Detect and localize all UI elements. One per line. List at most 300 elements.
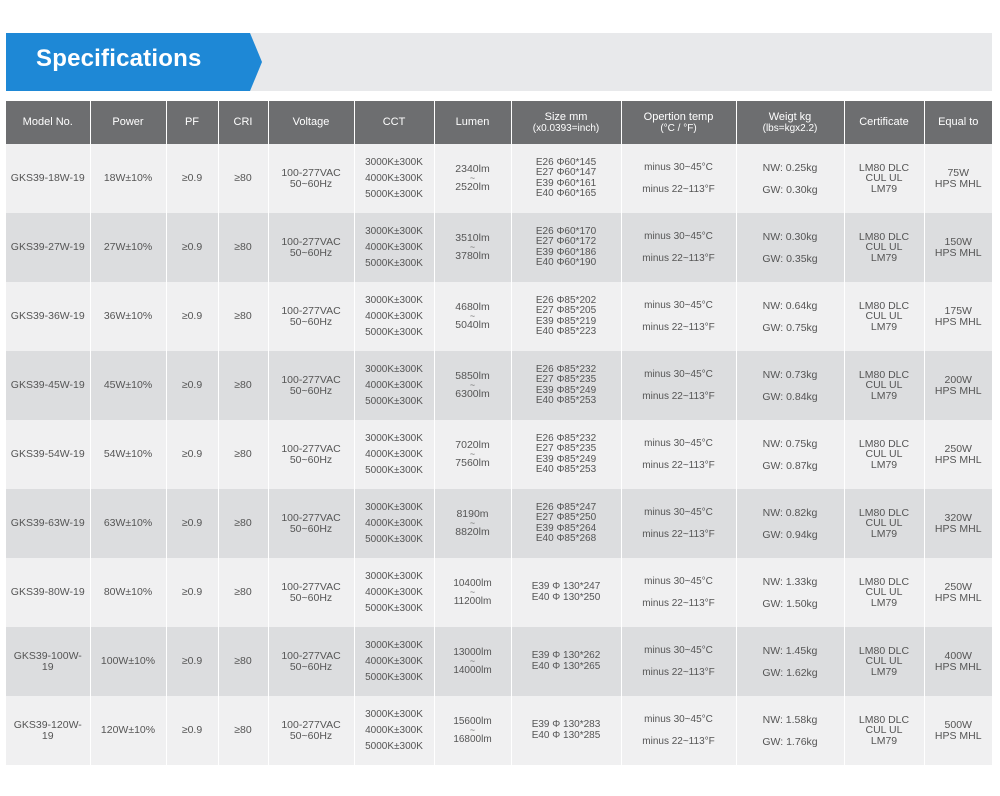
cell-lumen-line: ~ [469, 242, 476, 252]
cell-equal-to-line: 75W [947, 167, 970, 179]
cell-size-line: E40 Φ85*253 [535, 395, 597, 406]
cell-size-line: E40 Φ60*165 [535, 188, 597, 199]
cell-size-line: E39 Φ 130*247 [531, 581, 601, 592]
cell-lumen-line: 4680lm [455, 301, 490, 313]
cell-cct-line: 5000K±300K [365, 533, 423, 545]
cell-lumen [434, 282, 511, 351]
cell-lumen [434, 213, 511, 282]
cell-temp-line: minus 30~45°C [644, 713, 713, 725]
cell-cri: ≥80 [218, 213, 268, 282]
cell-cct-line: 3000K±300K [365, 294, 423, 306]
cell-lumen-line: 8190m [456, 508, 489, 520]
cell-voltage-line: 50~60Hz [289, 729, 333, 742]
cell-equal-to [924, 213, 992, 282]
column-header-text: Model No. [22, 116, 73, 128]
column-header-pf [166, 101, 218, 144]
column-header-text: CRI [233, 116, 253, 128]
cell-temp-line: minus 22~113°F [642, 735, 715, 747]
cell-cct-line: 5000K±300K [365, 602, 423, 614]
table-body [6, 144, 992, 765]
cell-cct-line: 4000K±300K [365, 379, 423, 391]
cell-size-line: E40 Φ85*268 [535, 533, 597, 544]
cell-voltage [268, 420, 354, 489]
cell-pf: ≥0.9 [166, 420, 218, 489]
cell-certificate-line: LM79 [870, 734, 898, 747]
column-header-text: CCT [382, 116, 406, 128]
cell-certificate [844, 144, 924, 213]
cell-temp-line: minus 22~113°F [642, 183, 715, 195]
column-header-cert [844, 101, 924, 144]
cell-temp [621, 282, 736, 351]
cell-equal-to-line: 175W [944, 305, 972, 317]
column-header-text: Weigt kg [768, 110, 812, 123]
cell-pf: ≥0.9 [166, 282, 218, 351]
column-header-text: Lumen [455, 116, 490, 128]
cell-size [511, 144, 621, 213]
table-row [6, 696, 992, 765]
cell-equal-to-line: HPS MHL [934, 453, 982, 466]
cell-lumen-line: 5850lm [455, 370, 490, 382]
cell-size-line: E26 Φ60*145 [535, 156, 597, 168]
cell-weight [736, 351, 844, 420]
cell-equal-to [924, 144, 992, 213]
cell-lumen-line: ~ [469, 311, 476, 321]
cell-weight-line: NW: 1.58kg [762, 713, 818, 726]
cell-size-line: E27 Φ85*250 [535, 512, 597, 523]
cell-lumen-line: 2520lm [455, 181, 490, 193]
cell-voltage [268, 627, 354, 696]
cell-size-line: E39 Φ85*249 [535, 384, 597, 396]
cell-weight-line: GW: 0.75kg [762, 321, 818, 334]
cell-weight-line: GW: 0.87kg [762, 459, 818, 472]
cell-cct [354, 144, 434, 213]
cell-lumen-line: 15600lm [453, 716, 492, 727]
cell-temp-line: minus 22~113°F [642, 390, 715, 402]
column-header-text: Certificate [859, 116, 909, 128]
cell-model: GKS39-36W-19 [6, 282, 90, 351]
cell-voltage-line: 100-277VAC [281, 580, 341, 593]
cell-certificate [844, 351, 924, 420]
cell-weight-line: GW: 1.76kg [762, 735, 818, 748]
cell-size-line: E40 Φ 130*250 [531, 591, 601, 603]
cell-lumen-line: ~ [469, 587, 476, 597]
cell-lumen-line: 13000lm [453, 647, 492, 658]
cell-temp-line: minus 30~45°C [644, 644, 713, 656]
cell-cct-line: 4000K±300K [365, 172, 423, 184]
cell-voltage-line: 100-277VAC [281, 373, 341, 386]
column-header-text: Voltage [292, 116, 330, 128]
cell-cri: ≥80 [218, 351, 268, 420]
cell-equal-to [924, 489, 992, 558]
cell-voltage [268, 558, 354, 627]
cell-size [511, 489, 621, 558]
cell-size-line: E40 Φ85*253 [535, 464, 597, 475]
cell-cct [354, 489, 434, 558]
cell-cct-line: 3000K±300K [365, 501, 423, 513]
table-row [6, 627, 992, 696]
cell-equal-to-line: 400W [944, 650, 972, 662]
cell-weight [736, 489, 844, 558]
cell-certificate-line: LM79 [870, 389, 898, 402]
cell-size-line: E26 Φ60*170 [535, 225, 597, 237]
cell-size [511, 627, 621, 696]
cell-weight [736, 144, 844, 213]
cell-cct-line: 5000K±300K [365, 188, 423, 200]
cell-cri: ≥80 [218, 282, 268, 351]
cell-equal-to [924, 282, 992, 351]
cell-temp-line: minus 22~113°F [642, 528, 715, 540]
cell-voltage-line: 50~60Hz [289, 315, 333, 328]
cell-temp-line: minus 22~113°F [642, 666, 715, 678]
cell-cct [354, 351, 434, 420]
cell-weight-line: NW: 0.73kg [762, 368, 818, 381]
column-header-text: (x0.0393=inch) [532, 122, 600, 134]
cell-voltage [268, 489, 354, 558]
cell-temp-line: minus 30~45°C [644, 230, 713, 242]
column-header-text: (°C / °F) [660, 122, 697, 134]
cell-certificate [844, 696, 924, 765]
cell-lumen-line: 11200lm [453, 596, 492, 607]
cell-weight-line: GW: 0.30kg [762, 183, 818, 196]
cell-cct [354, 282, 434, 351]
cell-power: 54W±10% [90, 420, 166, 489]
cell-certificate-line: CUL UL [865, 586, 903, 599]
cell-voltage-line: 100-277VAC [281, 235, 341, 248]
cell-size-line: E40 Φ 130*265 [531, 660, 601, 672]
cell-size-line: E39 Φ60*186 [535, 246, 597, 258]
cell-power: 27W±10% [90, 213, 166, 282]
cell-certificate [844, 282, 924, 351]
cell-cct [354, 420, 434, 489]
cell-lumen-line: ~ [469, 449, 476, 459]
cell-lumen [434, 351, 511, 420]
cell-equal-to [924, 420, 992, 489]
cell-certificate-line: LM80 DLC [858, 161, 910, 174]
cell-size [511, 282, 621, 351]
column-header-temp [621, 101, 736, 144]
cell-pf: ≥0.9 [166, 213, 218, 282]
cell-weight-line: NW: 1.45kg [762, 644, 818, 657]
cell-certificate-line: LM80 DLC [858, 437, 910, 450]
cell-certificate-line: LM80 DLC [858, 506, 910, 519]
cell-size [511, 696, 621, 765]
cell-temp-line: minus 30~45°C [644, 506, 713, 518]
cell-power: 45W±10% [90, 351, 166, 420]
cell-certificate [844, 489, 924, 558]
cell-equal-to-line: HPS MHL [934, 591, 982, 604]
cell-size-line: E26 Φ85*247 [535, 501, 597, 513]
cell-temp [621, 420, 736, 489]
cell-equal-to-line: HPS MHL [934, 729, 982, 742]
cell-voltage [268, 213, 354, 282]
cell-weight-line: NW: 0.75kg [762, 437, 818, 450]
table-row [6, 213, 992, 282]
cell-voltage [268, 144, 354, 213]
cell-weight-line: NW: 0.25kg [762, 161, 818, 174]
cell-cct-line: 5000K±300K [365, 671, 423, 683]
column-header-power [90, 101, 166, 144]
cell-weight [736, 213, 844, 282]
cell-lumen-line: 7020lm [455, 439, 490, 451]
cell-cct [354, 627, 434, 696]
cell-equal-to-line: HPS MHL [934, 177, 982, 190]
cell-size-line: E39 Φ 130*262 [531, 650, 601, 661]
cell-size [511, 213, 621, 282]
cell-size-line: E27 Φ85*235 [535, 443, 597, 454]
column-header-cri [218, 101, 268, 144]
cell-voltage-line: 50~60Hz [289, 660, 333, 673]
cell-certificate-line: CUL UL [865, 379, 903, 392]
column-header-text: Size mm [544, 110, 588, 123]
cell-voltage-line: 50~60Hz [289, 177, 333, 190]
column-header-cct [354, 101, 434, 144]
cell-certificate-line: LM80 DLC [858, 644, 910, 657]
cell-temp [621, 144, 736, 213]
cell-model: GKS39-120W-19 [6, 696, 90, 765]
column-header-equal [924, 101, 992, 144]
title-badge [6, 33, 260, 91]
cell-cri: ≥80 [218, 627, 268, 696]
cell-lumen [434, 558, 511, 627]
cell-temp-line: minus 30~45°C [644, 437, 713, 449]
cell-voltage-line: 100-277VAC [281, 511, 341, 524]
cell-certificate-line: CUL UL [865, 655, 903, 668]
cell-model: GKS39-45W-19 [6, 351, 90, 420]
cell-size-line: E26 Φ85*232 [535, 432, 597, 444]
cell-temp [621, 489, 736, 558]
cell-temp [621, 213, 736, 282]
table-row [6, 351, 992, 420]
cell-equal-to-line: 250W [944, 581, 972, 593]
cell-weight-line: NW: 0.30kg [762, 230, 818, 243]
cell-lumen-line: ~ [469, 380, 476, 390]
cell-temp-line: minus 22~113°F [642, 459, 715, 471]
cell-size-line: E39 Φ 130*283 [531, 719, 601, 730]
cell-lumen-line: ~ [469, 173, 476, 183]
table-row [6, 420, 992, 489]
cell-temp-line: minus 22~113°F [642, 597, 715, 609]
cell-equal-to [924, 627, 992, 696]
cell-equal-to-line: HPS MHL [934, 315, 982, 328]
cell-pf: ≥0.9 [166, 696, 218, 765]
cell-voltage [268, 351, 354, 420]
cell-model: GKS39-80W-19 [6, 558, 90, 627]
column-header-text: Opertion temp [643, 110, 714, 123]
cell-certificate-line: CUL UL [865, 241, 903, 254]
column-header-text: Equal to [938, 116, 979, 128]
column-header-model [6, 101, 90, 144]
cell-lumen [434, 420, 511, 489]
column-header-weight [736, 101, 844, 144]
cell-voltage-line: 100-277VAC [281, 304, 341, 317]
cell-lumen-line: 8820lm [455, 526, 490, 538]
cell-size-line: E40 Φ60*190 [535, 257, 597, 268]
cell-size-line: E27 Φ60*172 [535, 236, 597, 247]
cell-certificate-line: LM79 [870, 527, 898, 540]
cell-cri: ≥80 [218, 696, 268, 765]
cell-lumen-line: 5040lm [455, 319, 490, 331]
column-header-lumen [434, 101, 511, 144]
cell-certificate-line: LM80 DLC [858, 368, 910, 381]
cell-size-line: E27 Φ85*235 [535, 374, 597, 385]
cell-voltage-line: 100-277VAC [281, 718, 341, 731]
cell-weight [736, 420, 844, 489]
cell-size-line: E27 Φ85*205 [535, 305, 597, 316]
cell-size-line: E39 Φ85*219 [535, 315, 597, 327]
cell-cri: ≥80 [218, 420, 268, 489]
cell-power: 36W±10% [90, 282, 166, 351]
cell-cct [354, 696, 434, 765]
table-row [6, 489, 992, 558]
cell-equal-to [924, 696, 992, 765]
cell-pf: ≥0.9 [166, 351, 218, 420]
cell-lumen-line: 7560lm [455, 457, 490, 469]
cell-weight-line: NW: 0.64kg [762, 299, 818, 312]
page-title: Specifications [36, 45, 202, 72]
cell-size-line: E39 Φ85*249 [535, 453, 597, 465]
cell-cct-line: 4000K±300K [365, 517, 423, 529]
cell-lumen-line: 16800lm [453, 734, 492, 745]
cell-equal-to-line: 150W [944, 236, 972, 248]
cell-cct-line: 5000K±300K [365, 395, 423, 407]
cell-size-line: E27 Φ60*147 [535, 167, 597, 178]
cell-weight-line: GW: 1.62kg [762, 666, 818, 679]
cell-lumen-line: ~ [469, 725, 476, 735]
cell-size-line: E39 Φ60*161 [535, 177, 597, 189]
cell-cct-line: 3000K±300K [365, 708, 423, 720]
cell-cct-line: 3000K±300K [365, 363, 423, 375]
cell-certificate-line: CUL UL [865, 310, 903, 323]
cell-temp-line: minus 30~45°C [644, 161, 713, 173]
cell-weight-line: NW: 1.33kg [762, 575, 818, 588]
cell-certificate-line: CUL UL [865, 724, 903, 737]
cell-lumen-line: 10400lm [453, 578, 492, 589]
cell-lumen [434, 489, 511, 558]
cell-certificate-line: LM80 DLC [858, 713, 910, 726]
cell-cct-line: 3000K±300K [365, 639, 423, 651]
cell-pf: ≥0.9 [166, 627, 218, 696]
column-header-text: PF [184, 116, 200, 128]
cell-voltage-line: 50~60Hz [289, 384, 333, 397]
specifications-table [6, 101, 992, 765]
column-header-text: (lbs=kgx2.2) [762, 122, 818, 134]
cell-cct-line: 4000K±300K [365, 310, 423, 322]
cell-pf: ≥0.9 [166, 558, 218, 627]
cell-equal-to-line: HPS MHL [934, 384, 982, 397]
cell-power: 100W±10% [90, 627, 166, 696]
cell-voltage-line: 100-277VAC [281, 166, 341, 179]
cell-temp [621, 558, 736, 627]
cell-weight-line: GW: 0.94kg [762, 528, 818, 541]
cell-lumen-line: ~ [469, 656, 476, 666]
cell-certificate-line: LM80 DLC [858, 230, 910, 243]
cell-lumen-line: 14000lm [453, 665, 492, 676]
cell-cct-line: 3000K±300K [365, 225, 423, 237]
column-header-size [511, 101, 621, 144]
cell-certificate-line: LM79 [870, 665, 898, 678]
table-row [6, 558, 992, 627]
cell-equal-to-line: HPS MHL [934, 660, 982, 673]
cell-lumen [434, 144, 511, 213]
cell-certificate-line: LM80 DLC [858, 299, 910, 312]
cell-size-line: E26 Φ85*202 [535, 294, 597, 306]
cell-voltage-line: 50~60Hz [289, 591, 333, 604]
cell-cct [354, 558, 434, 627]
cell-voltage-line: 100-277VAC [281, 442, 341, 455]
cell-certificate-line: CUL UL [865, 517, 903, 530]
cell-lumen-line: 6300lm [455, 388, 490, 400]
cell-size [511, 420, 621, 489]
cell-weight-line: GW: 1.50kg [762, 597, 818, 610]
cell-weight [736, 282, 844, 351]
cell-lumen-line: ~ [469, 518, 476, 528]
cell-temp-line: minus 30~45°C [644, 368, 713, 380]
cell-equal-to-line: 320W [944, 512, 972, 524]
cell-voltage-line: 50~60Hz [289, 246, 333, 259]
cell-size [511, 351, 621, 420]
cell-cct [354, 213, 434, 282]
cell-certificate [844, 213, 924, 282]
cell-voltage [268, 282, 354, 351]
cell-cct-line: 4000K±300K [365, 724, 423, 736]
cell-model: GKS39-27W-19 [6, 213, 90, 282]
cell-certificate-line: LM79 [870, 596, 898, 609]
cell-certificate-line: CUL UL [865, 172, 903, 185]
cell-cri: ≥80 [218, 489, 268, 558]
cell-weight-line: NW: 0.82kg [762, 506, 818, 519]
table-row [6, 282, 992, 351]
cell-model: GKS39-100W-19 [6, 627, 90, 696]
cell-cct-line: 4000K±300K [365, 448, 423, 460]
cell-size-line: E40 Φ 130*285 [531, 729, 601, 741]
cell-equal-to-line: 250W [944, 443, 972, 455]
cell-equal-to [924, 351, 992, 420]
cell-certificate [844, 420, 924, 489]
cell-equal-to-line: HPS MHL [934, 522, 982, 535]
cell-certificate [844, 558, 924, 627]
cell-size-line: E26 Φ85*232 [535, 363, 597, 375]
cell-model: GKS39-18W-19 [6, 144, 90, 213]
cell-temp [621, 351, 736, 420]
cell-cct-line: 4000K±300K [365, 241, 423, 253]
cell-cct-line: 3000K±300K [365, 570, 423, 582]
cell-temp [621, 627, 736, 696]
cell-power: 120W±10% [90, 696, 166, 765]
cell-equal-to-line: 500W [944, 719, 972, 731]
cell-voltage-line: 50~60Hz [289, 453, 333, 466]
cell-pf: ≥0.9 [166, 489, 218, 558]
cell-voltage-line: 50~60Hz [289, 522, 333, 535]
cell-certificate-line: LM79 [870, 251, 898, 264]
cell-certificate-line: CUL UL [865, 448, 903, 461]
cell-weight-line: GW: 0.84kg [762, 390, 818, 403]
cell-temp-line: minus 30~45°C [644, 575, 713, 587]
cell-equal-to [924, 558, 992, 627]
cell-lumen-line: 3510lm [455, 232, 490, 244]
column-header-voltage [268, 101, 354, 144]
cell-temp-line: minus 22~113°F [642, 252, 715, 264]
cell-power: 80W±10% [90, 558, 166, 627]
column-header-text: Power [112, 116, 144, 128]
cell-voltage [268, 696, 354, 765]
cell-lumen [434, 627, 511, 696]
cell-equal-to-line: 200W [944, 374, 972, 386]
cell-size-line: E40 Φ85*223 [535, 326, 597, 337]
cell-weight [736, 627, 844, 696]
cell-weight [736, 558, 844, 627]
table-row [6, 144, 992, 213]
cell-cri: ≥80 [218, 144, 268, 213]
